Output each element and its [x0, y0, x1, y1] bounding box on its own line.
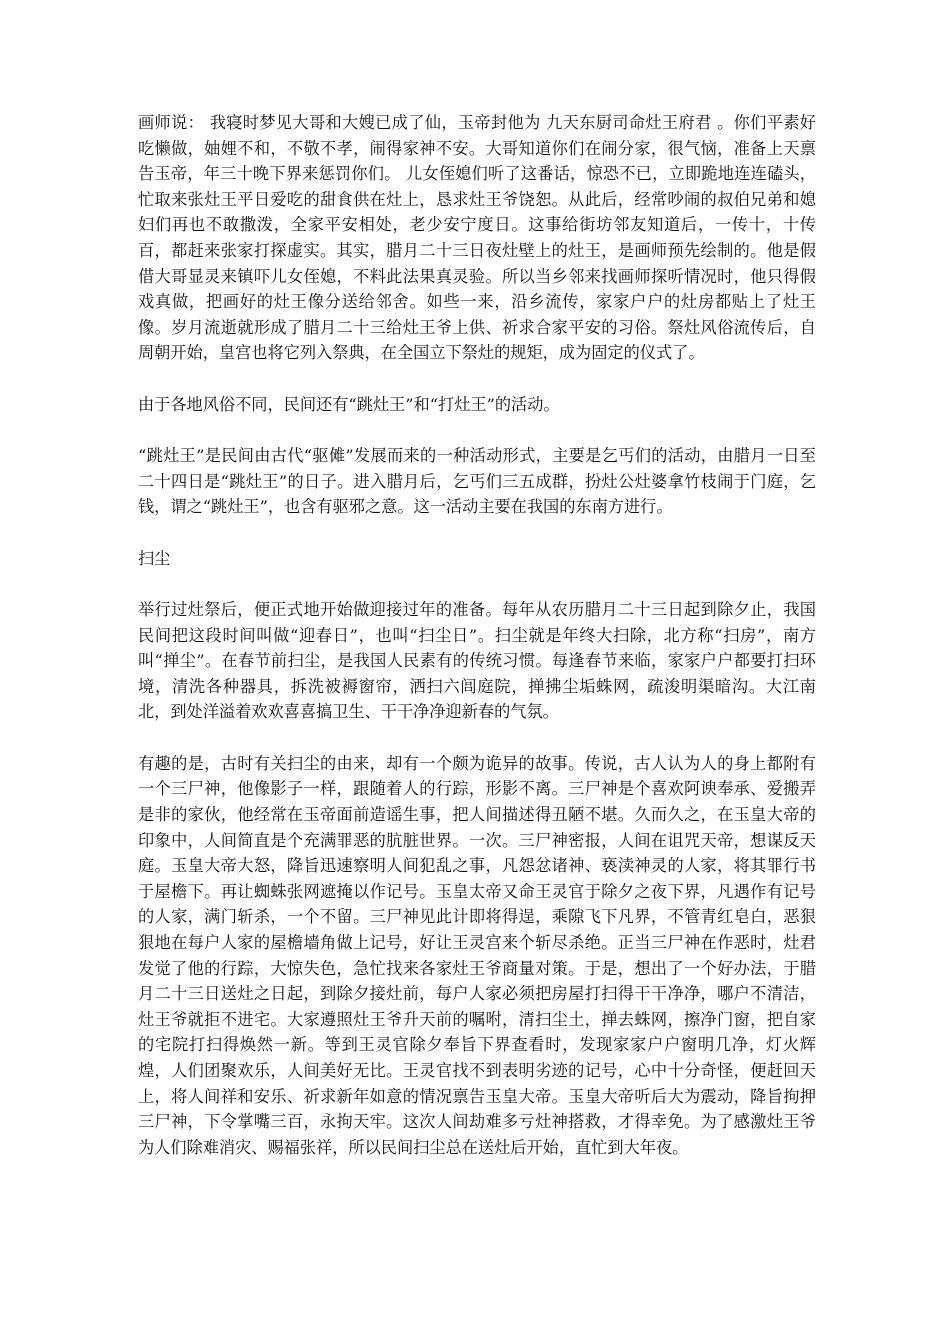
paragraph-saochen-story: 有趣的是，古时有关扫尘的由来，却有一个颇为诡异的故事。传说，古人认为人的身上都附有一个三尸神，他像影子一样，跟随着人的行踪，形影不离。三尸神是个喜欢阿谀奉承、爱搬弄是非的家伙，他经常在玉帝面前造谣生事，把人间描述得丑陋不堪。久而久之，在玉皇大帝的印象中，人间简直是个充满罪恶的肮脏世界。一次。三尸神密报，人间在诅咒天帝，想谋反天庭。玉皇大帝大怒，降旨迅速察明人间犯乱之事，凡怨忿诸神、亵渎神灵的人家，将其罪行书于屋檐下。再让蜘蛛张网遮掩以作记号。玉皇太帝又命王灵官于除夕之夜下界，凡遇作有记号的人家，满门斩杀，一个不留。三尸神见此计即将得逞，乘隙飞下凡界，不管青红皂白，恶狠狠地在每户人家的屋檐墙角做上记号，好让王灵宫来个斩尽杀绝。正当三尸神在作恶时，灶君发觉了他的行踪，大惊失色，急忙找来各家灶王爷商量对策。于是，想出了一个好办法，于腊月二十三日送灶之日起，到除夕接灶前，每户人家必须把房屋打扫得干干净净，哪户不清洁，灶王爷就拒不进宅。大家遵照灶王爷升天前的嘱咐，清扫尘土，掸去蛛网，擦净门窗，把自家的宅院打扫得焕然一新。等到王灵官除夕奉旨下界查看时，发现家家户户窗明几净，灯火辉煌，人们团聚欢乐，人间美好无比。王灵官找不到表明劣迹的记号，心中十分奇怪，便赶回天上，将人间祥和安乐、祈求新年如意的情况禀告玉皇大帝。玉皇大帝听后大为震动，降旨拘押三尸神，下令掌嘴三百，永拘天牢。这次人间劫难多亏灶神搭救，才得幸免。为了感激灶王爷为人们除难消灾、赐福张祥，所以民间扫尘总在送灶后开始，直忙到大年夜。 [138, 753, 816, 1157]
paragraph-regional-customs: 由于各地风俗不同，民间还有“跳灶王”和“打灶王”的活动。 [138, 394, 560, 414]
section-heading-saochen: 扫尘 [138, 548, 171, 568]
paragraph-kitchen-god-legend: 画师说： 我寝时梦见大哥和大嫂已成了仙，玉帝封他为 九天东厨司命灶王府君 。你们平素好吃懒做，妯娌不和，不敬不孝，闹得家神不安。大哥知道你们在闹分家，很气恼，准备上天禀告玉帝，年三十晚下界来惩罚你们。 儿女侄媳们听了这番话，惊恐不已，立即跪地连连磕头，忙取来张灶王平日爱吃的甜食供在灶上，恳求灶王爷饶恕。从此后，经常吵闹的叔伯兄弟和媳妇们再也不敢撒泼，全家平安相处，老少安宁度日。这事给街坊邻友知道后，一传十，十传百，都赶来张家打探虚实。其实，腊月二十三日夜灶壁上的灶王，是画师预先绘制的。他是假借大哥显灵来镇吓儿女侄媳，不料此法果真灵验。所以当乡邻来找画师探听情况时，他只得假戏真做，把画好的灶王像分送给邻舍。如些一来，沿乡流传，家家户户的灶房都贴上了灶王像。岁月流逝就形成了腊月二十三给灶王爷上供、祈求合家平安的习俗。祭灶风俗流传后，自周朝开始，皇宫也将它列入祭典，在全国立下祭灶的规矩，成为固定的仪式了。 [138, 113, 816, 363]
document-page [138, 110, 816, 1186]
paragraph-tiao-zaowang: “跳灶王”是民间由古代“驱傩”发展而来的一种活动形式，主要是乞丐们的活动，由腊月一日至二十四日是“跳灶王”的日子。进入腊月后，乞丐们三五成群，扮灶公灶婆拿竹枝闹于门庭，乞钱，谓之“跳灶王”，也含有驱邪之意。这一活动主要在我国的东南方进行。 [138, 446, 816, 517]
paragraph-saochen-intro: 举行过灶祭后，便正式地开始做迎接过年的准备。每年从农历腊月二十三日起到除夕止，我国民间把这段时间叫做“迎春日”，也叫“扫尘日”。扫尘就是年终大扫除，北方称“扫房”，南方叫“掸尘”。在春节前扫尘，是我国人民素有的传统习惯。每逢春节来临，家家户户都要打扫环境，清洗各种器具，拆洗被褥窗帘，洒扫六闾庭院，掸拂尘垢蛛网，疏浚明渠暗沟。大江南北，到处洋溢着欢欢喜喜搞卫生、干干净净迎新春的气氛。 [138, 600, 816, 722]
